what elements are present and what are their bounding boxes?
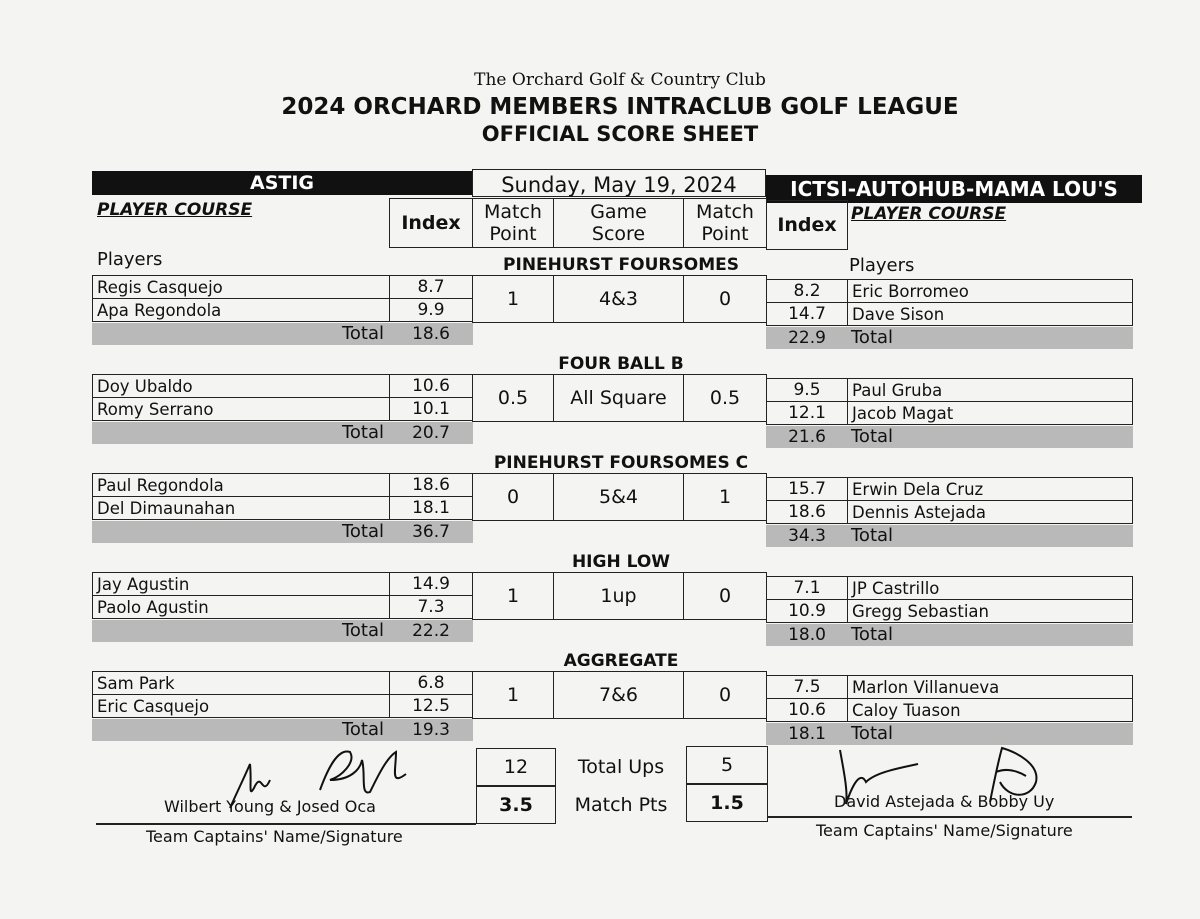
right-match-pts: 1.5	[686, 784, 768, 822]
left-team-total: 22.2	[389, 620, 473, 642]
left-player-index: 10.6	[389, 374, 473, 398]
page-title: 2024 ORCHARD MEMBERS INTRACLUB GOLF LEAGUE	[281, 94, 959, 120]
left-match-pts: 3.5	[476, 786, 556, 824]
club-name: The Orchard Golf & Country Club	[474, 70, 766, 90]
section-title: AGGREGATE	[563, 651, 679, 671]
match-pts-label: Match Pts	[574, 794, 668, 816]
left-player-index: 18.1	[389, 496, 473, 520]
right-player-name: JP Castrillo	[847, 576, 1133, 600]
left-total-label: Total	[92, 719, 390, 741]
player-course-left-label: PLAYER COURSE	[97, 200, 253, 220]
right-player-index: 7.1	[766, 576, 848, 600]
left-player-name: Doy Ubaldo	[92, 374, 390, 398]
right-team-total: 18.0	[766, 624, 848, 646]
players-left-label: Players	[97, 249, 163, 270]
team-left-bar: ASTIG	[92, 171, 472, 195]
players-right-label: Players	[849, 255, 915, 276]
game-score: 4&3	[553, 275, 684, 323]
game-score: 7&6	[553, 671, 684, 719]
left-player-index: 12.5	[389, 694, 473, 718]
left-player-name: Del Dimaunahan	[92, 496, 390, 520]
right-match-point: 0	[683, 275, 767, 323]
left-total-ups: 12	[476, 748, 556, 786]
left-team-total: 36.7	[389, 521, 473, 543]
right-player-name: Caloy Tuason	[847, 698, 1133, 722]
match-date: Sunday, May 19, 2024	[472, 169, 766, 197]
page-subtitle: OFFICIAL SCORE SHEET	[481, 122, 759, 146]
right-match-point: 1	[683, 473, 767, 521]
right-team-total: 22.9	[766, 327, 848, 349]
right-player-index: 18.6	[766, 500, 848, 524]
right-player-name: Paul Gruba	[847, 378, 1133, 402]
right-match-point: 0	[683, 572, 767, 620]
left-player-index: 9.9	[389, 298, 473, 322]
left-match-point: 1	[472, 572, 554, 620]
index-header-right: Index	[766, 200, 848, 250]
right-player-index: 10.9	[766, 599, 848, 623]
right-match-point: 0	[683, 671, 767, 719]
left-player-name: Regis Casquejo	[92, 275, 390, 299]
right-total-label: Total	[847, 624, 1133, 646]
left-player-index: 8.7	[389, 275, 473, 299]
left-player-index: 7.3	[389, 595, 473, 619]
team-right-bar: ICTSI-AUTOHUB-MAMA LOU'S	[766, 175, 1142, 203]
game-score: All Square	[553, 374, 684, 422]
right-total-label: Total	[847, 327, 1133, 349]
left-player-name: Eric Casquejo	[92, 694, 390, 718]
right-player-index: 9.5	[766, 378, 848, 402]
match-point-header-left: Match Point	[472, 198, 554, 248]
left-match-point: 0.5	[472, 374, 554, 422]
left-total-label: Total	[92, 422, 390, 444]
game-score: 1up	[553, 572, 684, 620]
left-captains-signature	[210, 740, 440, 830]
left-match-point: 1	[472, 275, 554, 323]
left-player-name: Romy Serrano	[92, 397, 390, 421]
right-player-index: 8.2	[766, 279, 848, 303]
right-total-label: Total	[847, 525, 1133, 547]
game-score: 5&4	[553, 473, 684, 521]
section-title: PINEHURST FOURSOMES	[503, 255, 739, 275]
left-captain-names: Wilbert Young & Josed Oca	[164, 797, 376, 816]
game-score-header: Game Score	[553, 198, 684, 248]
right-total-label: Total	[847, 426, 1133, 448]
right-team-total: 34.3	[766, 525, 848, 547]
left-player-name: Jay Agustin	[92, 572, 390, 596]
left-match-point: 0	[472, 473, 554, 521]
right-player-index: 10.6	[766, 698, 848, 722]
match-point-header-right: Match Point	[683, 198, 767, 248]
right-player-name: Erwin Dela Cruz	[847, 477, 1133, 501]
right-player-name: Dennis Astejada	[847, 500, 1133, 524]
left-player-name: Paul Regondola	[92, 473, 390, 497]
player-course-right-label: PLAYER COURSE	[851, 204, 1007, 224]
right-total-label: Total	[847, 723, 1133, 745]
right-captain-names: David Astejada & Bobby Uy	[834, 792, 1055, 811]
section-title: FOUR BALL B	[558, 354, 684, 374]
right-player-name: Marlon Villanueva	[847, 675, 1133, 699]
left-player-index: 6.8	[389, 671, 473, 695]
right-player-name: Jacob Magat	[847, 401, 1133, 425]
left-team-total: 20.7	[389, 422, 473, 444]
right-player-index: 14.7	[766, 302, 848, 326]
right-captain-caption: Team Captains' Name/Signature	[816, 821, 1073, 840]
left-captain-caption: Team Captains' Name/Signature	[146, 827, 403, 846]
right-captains-signature	[830, 742, 1060, 812]
left-player-name: Paolo Agustin	[92, 595, 390, 619]
right-player-index: 15.7	[766, 477, 848, 501]
left-player-index: 14.9	[389, 572, 473, 596]
total-ups-label: Total Ups	[577, 756, 665, 778]
left-total-label: Total	[92, 620, 390, 642]
left-player-name: Sam Park	[92, 671, 390, 695]
right-match-point: 0.5	[683, 374, 767, 422]
left-team-total: 18.6	[389, 323, 473, 345]
left-match-point: 1	[472, 671, 554, 719]
right-player-index: 7.5	[766, 675, 848, 699]
right-total-ups: 5	[686, 746, 768, 784]
left-player-index: 10.1	[389, 397, 473, 421]
right-team-total: 18.1	[766, 723, 848, 745]
left-team-total: 19.3	[389, 719, 473, 741]
right-player-name: Gregg Sebastian	[847, 599, 1133, 623]
section-title: HIGH LOW	[571, 552, 671, 572]
right-player-name: Dave Sison	[847, 302, 1133, 326]
right-player-name: Eric Borromeo	[847, 279, 1133, 303]
left-player-name: Apa Regondola	[92, 298, 390, 322]
left-total-label: Total	[92, 521, 390, 543]
section-title: PINEHURST FOURSOMES C	[493, 453, 749, 473]
right-team-total: 21.6	[766, 426, 848, 448]
left-total-label: Total	[92, 323, 390, 345]
left-player-index: 18.6	[389, 473, 473, 497]
right-player-index: 12.1	[766, 401, 848, 425]
right-signature-line	[768, 816, 1132, 818]
index-header-left: Index	[389, 198, 473, 248]
